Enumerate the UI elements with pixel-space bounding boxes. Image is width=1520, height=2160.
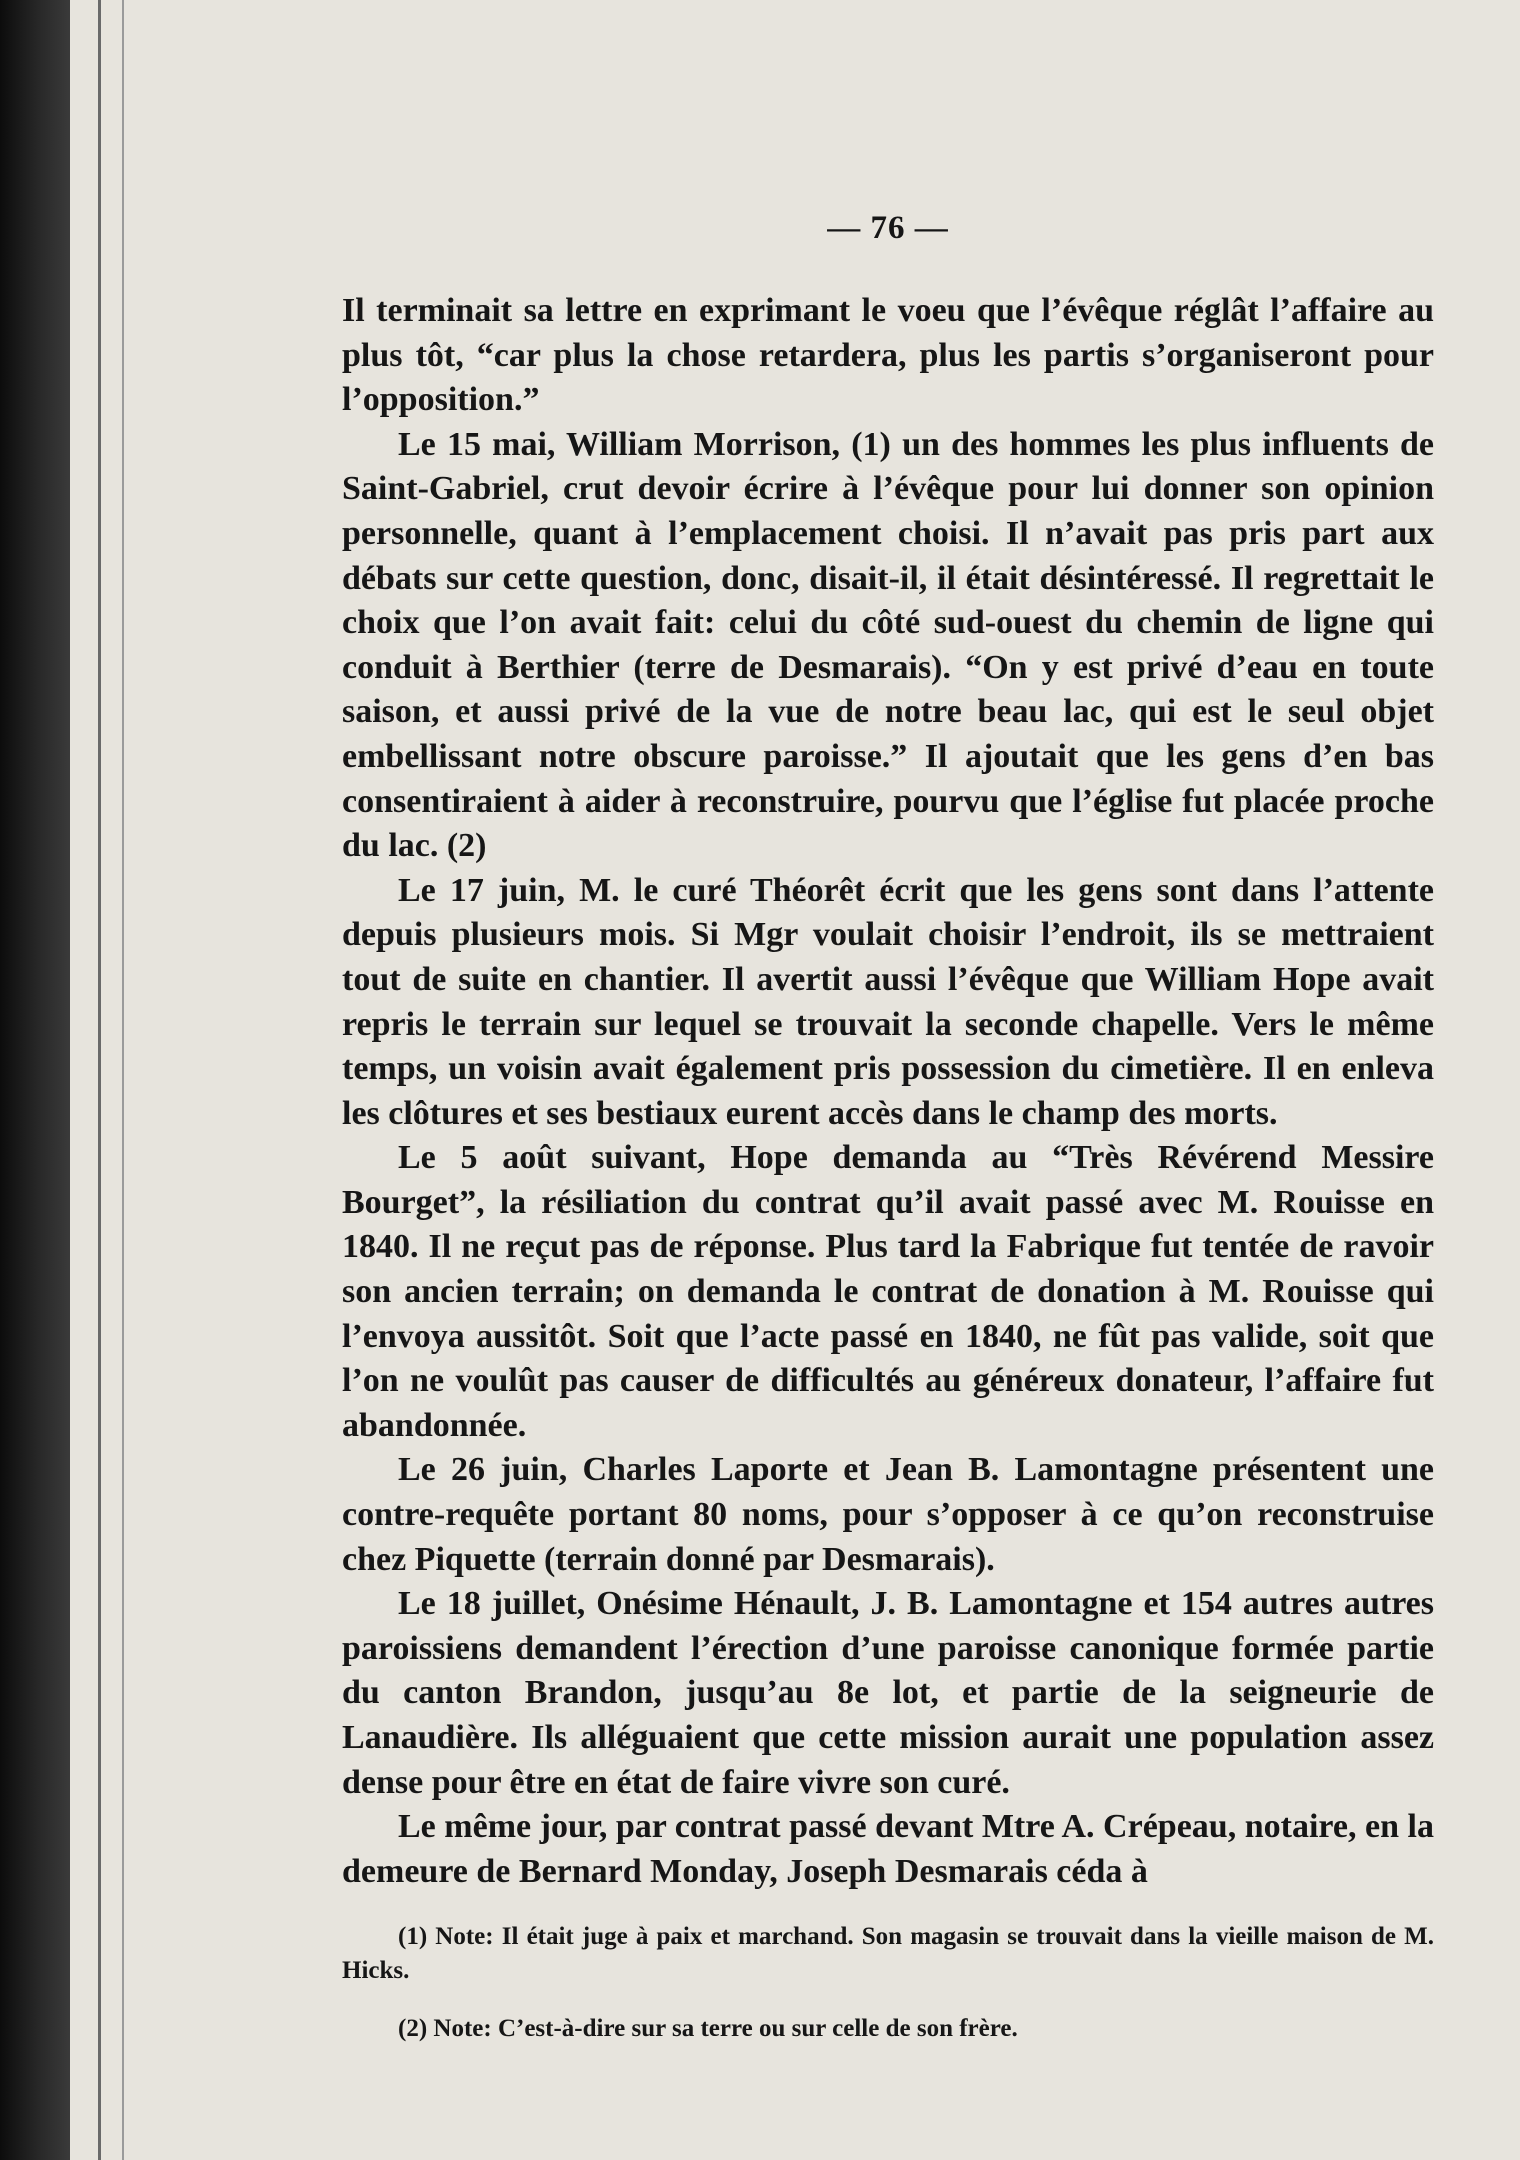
page-content [342,210,1434,2070]
paragraph-2: Le 15 mai, William Morrison, (1) un des hommes les plus influents de Saint-Gabriel, crut devoir écrire à l’évêque pour lui donner son opinion personnelle, quant à l’emplacement choisi. Il n’avait pas pris part aux débats sur cette question, donc, disait-il, il était désintéressé. Il regrettait le choix que l’on avait fait: celui du côté sud-ouest du chemin de ligne qui conduit à Berthier (terre de Desmarais). “On y est privé d’eau en toute saison, et aussi privé de la vue de notre beau lac, qui est le seul objet embellissant notre obscure paroisse.” Il ajoutait que les gens d’en bas consentiraient à aider à reconstruire, pourvu que l’église fut placée proche du lac. (2) [342,425,1434,865]
paragraph-1: Il terminait sa lettre en exprimant le voeu que l’évêque réglât l’affaire au plus tôt, “car plus la chose retardera, plus les partis s’organiseront pour l’opposition.” [342,292,1434,419]
footnote-1: (1) Note: Il était juge à paix et marchand. Son magasin se trouvait dans la vieille maison de M. Hicks. [342,1923,1434,1985]
paragraph-5: Le 26 juin, Charles Laporte et Jean B. Lamontagne présentent une contre-requête portant 80 noms, pour s’opposer à ce qu’on reconstruise chez Piquette (terrain donné par Desmarais). [342,1451,1434,1578]
paragraph-7: Le même jour, par contrat passé devant Mtre A. Crépeau, notaire, en la demeure de Bernard Monday, Joseph Desmarais céda à [342,1808,1434,1890]
book-page [70,0,1520,2160]
scan-edge [0,0,70,2160]
page-border-line-inner [122,0,124,2160]
footnote-2: (2) Note: C’est-à-dire sur sa terre ou sur celle de son frère. [398,2015,1018,2043]
page-number: — 76 — [827,210,949,246]
paragraph-4: Le 5 août suivant, Hope demanda au “Très Révérend Messire Bourget”, la résiliation du contrat qu’il avait passé avec M. Rouisse en 1840. Il ne reçut pas de réponse. Plus tard la Fabrique fut tentée de ravoir son ancien terrain; on demanda le contrat de donation à M. Rouisse qui l’envoya aussitôt. Soit que l’acte passé en 1840, ne fût pas valide, soit que l’on ne voulût pas causer de difficultés au généreux donateur, l’affaire fut abandonnée. [342,1139,1434,1444]
page-border-line [98,0,101,2160]
footnotes [342,1920,1434,2046]
paragraph-3: Le 17 juin, M. le curé Théorêt écrit que les gens sont dans l’attente depuis plusieurs mois. Si Mgr voulait choisir l’endroit, ils se mettraient tout de suite en chantier. Il avertit aussi l’évêque que William Hope avait repris le terrain sur lequel se trouvait la seconde chapelle. Vers le même temps, un voisin avait également pris possession du cimetière. Il en enleva les clôtures et ses bestiaux eurent accès dans le champ des morts. [342,871,1434,1132]
paragraph-6: Le 18 juillet, Onésime Hénault, J. B. Lamontagne et 154 autres autres paroissiens demandent l’érection d’une paroisse canonique formée partie du canton Brandon, jusqu’au 8e lot, et partie de la seigneurie de Lanaudière. Ils alléguaient que cette mission aurait une population assez dense pour être en état de faire vivre son curé. [342,1585,1434,1801]
